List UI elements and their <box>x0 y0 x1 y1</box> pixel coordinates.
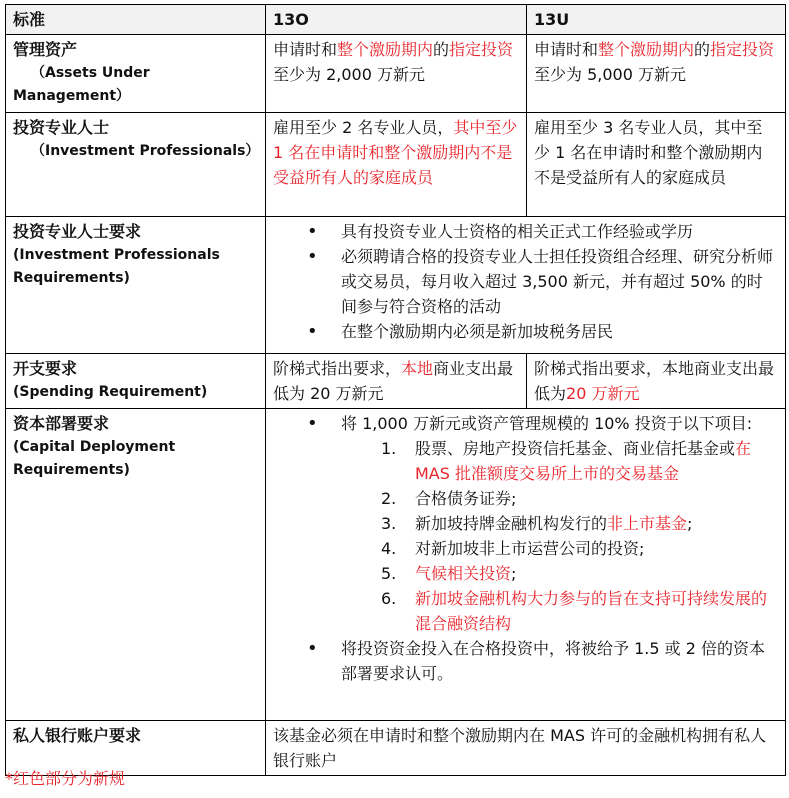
aum-label-en-1: （Assets Under <box>31 65 150 81</box>
aum-13u-text-3: 至少为 5,000 万新元 <box>534 65 686 84</box>
cdr-item <box>381 586 778 636</box>
pba-content: 该基金必须在申请时和整个激励期内在 MAS 许可的金融机构拥有私人银行账户 <box>266 721 786 776</box>
row-aum <box>6 35 786 113</box>
header-13u: 13U <box>527 5 786 35</box>
ipr-label-en-1: (Investment Professionals <box>13 247 220 263</box>
cdr-item <box>381 561 778 586</box>
ip-13o-new: 其中至少 1 名在申请时和整个激励期内不是受益所有人的家庭成员 <box>273 118 518 187</box>
aum-13u-text-2: 的 <box>694 40 711 59</box>
cdr-item-text: 合格债务证券; <box>415 489 517 508</box>
cdr-item <box>381 511 778 536</box>
row-investment-professionals <box>6 113 786 217</box>
cdr-item <box>381 536 778 561</box>
cdr-item-number: 1. <box>381 439 397 458</box>
cdr-label-en-1: (Capital Deployment <box>13 439 176 455</box>
row-ip-requirements <box>6 217 786 354</box>
cdr-label-zh: 资本部署要求 <box>13 414 110 433</box>
cdr-item-new: 在 MAS 批准额度交易所上市的交易基金 <box>415 439 752 483</box>
ipr-label-zh: 投资专业人士要求 <box>13 222 142 241</box>
spend-13u-text: 阶梯式指出要求，本地商业支出最低为 <box>534 359 775 403</box>
cdr-item <box>381 436 778 486</box>
ip-13u <box>527 113 786 217</box>
aum-13u-new-1: 整个激励期内 <box>598 40 695 59</box>
cdr-item <box>381 486 778 511</box>
cdr-bullet: • 将投资资金投入在合格投资中，将被给予 1.5 或 2 倍的资本部署要求认可。 <box>307 636 778 686</box>
header-criteria: 标准 <box>6 5 266 35</box>
ip-13o-text: 雇用至少 2 名专业人员， <box>273 118 454 137</box>
spend-13o-text-1: 阶梯式指出要求， <box>273 359 402 378</box>
spend-13u-new: 20 万新元 <box>566 384 640 403</box>
cdr-bullet-list <box>273 411 778 686</box>
cdr-label <box>6 409 266 721</box>
cdr-item-text: 股票、房地产投资信托基金、商业信托基金或 <box>415 439 736 458</box>
aum-13o-text-2: 的 <box>433 40 450 59</box>
header-row <box>6 5 786 35</box>
cdr-bullet-text: 将 1,000 万新元或资产管理规模的 10% 投资于以下项目: <box>341 414 753 433</box>
ipr-content <box>266 217 786 354</box>
ip-13o <box>266 113 527 217</box>
spend-13o <box>266 354 527 409</box>
cdr-item-number: 5. <box>381 564 397 583</box>
cdr-item-text: 对新加坡非上市运营公司的投资; <box>415 539 645 558</box>
cdr-item-number: 6. <box>381 589 397 608</box>
aum-13u-new-2: 指定投资 <box>710 40 775 59</box>
cdr-content <box>266 409 786 721</box>
cdr-item-suffix: ; <box>511 564 517 583</box>
cdr-item-text: 新加坡持牌金融机构发行的 <box>415 514 608 533</box>
ipr-label <box>6 217 266 354</box>
footnote: *红色部分为新规 <box>5 769 126 788</box>
spend-13u <box>527 354 786 409</box>
ip-label-en: （Investment Professionals） <box>31 143 260 159</box>
cdr-item-new: 气候相关投资 <box>415 564 512 583</box>
cdr-item-number: 4. <box>381 539 397 558</box>
spend-label-zh: 开支要求 <box>13 359 78 378</box>
cdr-item-new: 新加坡金融机构大力参与的旨在支持可持续发展的混合融资结构 <box>415 589 768 633</box>
ipr-bullet-list <box>273 219 778 344</box>
aum-label <box>6 35 266 113</box>
spend-label-en: (Spending Requirement) <box>13 384 208 400</box>
cdr-item-new: 非上市基金 <box>607 514 688 533</box>
aum-13o-new-1: 整个激励期内 <box>337 40 434 59</box>
ipr-label-en-2: Requirements) <box>13 270 130 286</box>
header-13o: 13O <box>266 5 527 35</box>
row-spending <box>6 354 786 409</box>
spend-label <box>6 354 266 409</box>
ip-13u-text: 雇用至少 3 名专业人员，其中至少 1 名在申请时和整个激励期内不是受益所有人的家庭成员 <box>534 118 763 187</box>
ipr-bullet: • 具有投资专业人士资格的相关正式工作经验或学历 <box>307 219 778 244</box>
cdr-item-number: 3. <box>381 514 397 533</box>
ipr-bullet: • 在整个激励期内必须是新加坡税务居民 <box>307 319 778 344</box>
aum-13o-new-2: 指定投资 <box>449 40 514 59</box>
cdr-item-suffix: ; <box>687 514 693 533</box>
ipr-bullet: • 必须聘请合格的投资专业人士担任投资组合经理、研究分析师或交易员，每月收入超过 3,500 新元，并有超过 50% 的时间参与符合资格的活动 <box>307 244 778 319</box>
aum-13u-text-1: 申请时和 <box>534 40 599 59</box>
aum-label-en-2: Management） <box>13 88 131 104</box>
aum-13o <box>266 35 527 113</box>
spend-13o-new: 本地 <box>401 359 434 378</box>
row-capital-deployment <box>6 409 786 721</box>
cdr-item-number: 2. <box>381 489 397 508</box>
aum-13u <box>527 35 786 113</box>
aum-label-zh: 管理资产 <box>13 40 78 59</box>
cdr-label-en-2: Requirements) <box>13 462 130 478</box>
ip-label-zh: 投资专业人士 <box>13 118 110 137</box>
comparison-table <box>5 4 786 776</box>
aum-13o-text-3: 至少为 2,000 万新元 <box>273 65 425 84</box>
pba-label-zh: 私人银行账户要求 <box>13 726 142 745</box>
spend-13o-text-2: 商业支出最低为 20 万新元 <box>273 359 514 403</box>
ip-label <box>6 113 266 217</box>
aum-13o-text-1: 申请时和 <box>273 40 338 59</box>
cdr-numbered-list <box>341 436 778 636</box>
cdr-bullet <box>307 411 778 636</box>
